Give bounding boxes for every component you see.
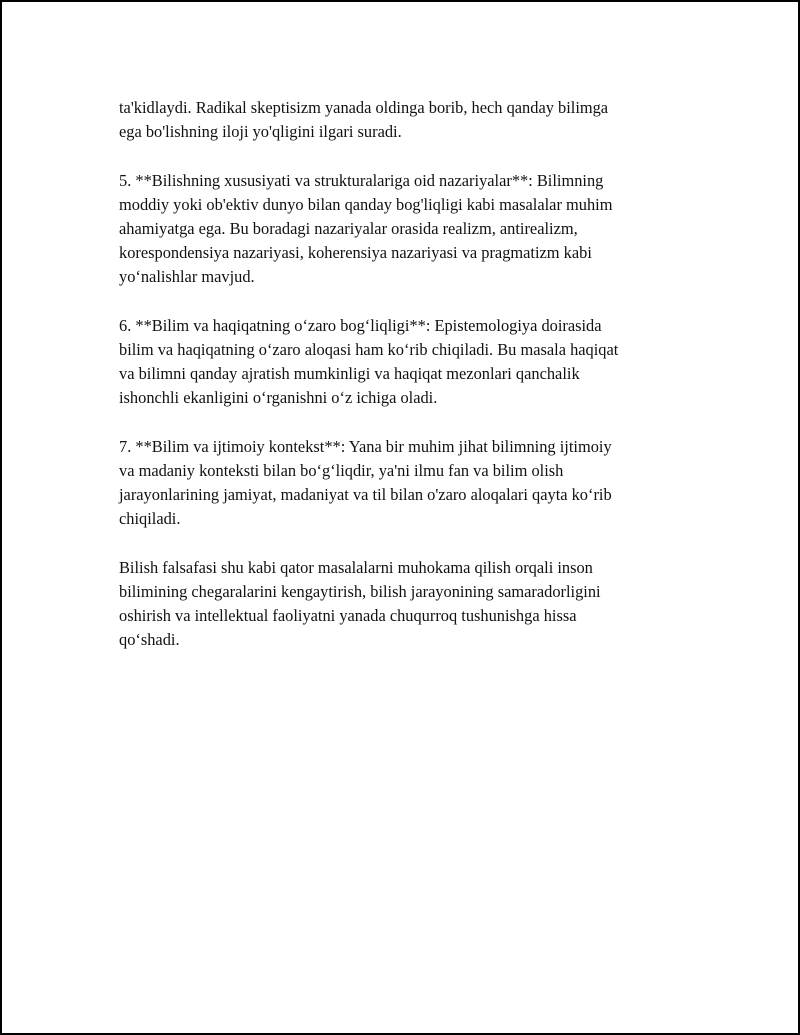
document-body	[119, 96, 689, 677]
paragraph-conclusion: Bilish falsafasi shu kabi qator masalalarni muhokama qilish orqali inson bilimining chegaralarini kengaytirish, bilish jarayonining samaradorligini oshirish va intellektual faoliyatni yanada chuqurroq tushunishga hissa qo‘shadi.	[119, 557, 601, 650]
paragraph-skepticism-continuation: ta'kidlaydi. Radikal skeptisizm yanada oldinga borib, hech qanday bilimga ega bo'lishning iloji yo'qligini ilgari suradi.	[119, 98, 609, 142]
paragraph-item-7-social-context: 7. **Bilim va ijtimoiy kontekst**: Yana bir muhim jihat bilimning ijtimoiy va madaniy konteksti bilan bo‘g‘liqdir, ya'ni ilmu fan va bilim olish jarayonlarining jamiyat, madaniyat va til bilan o'zaro aloqalari qayta ko‘rib chiqiladi.	[119, 436, 612, 529]
paragraph-item-5-knowledge-structures: 5. **Bilishning xususiyati va strukturalariga oid nazariyalar**: Bilimning moddiy yoki ob'ektiv dunyo bilan qanday bog'liqligi kabi masalalar muhim ahamiyatga ega. Bu boradagi nazariyalar orasida realizm, antirealizm, korespondensiya nazariyasi, koherensiya nazariyasi va pragmatizm kabi yo‘nalishlar mavjud.	[119, 170, 613, 287]
paragraph-item-6-knowledge-and-truth: 6. **Bilim va haqiqatning o‘zaro bog‘liqligi**: Epistemologiya doirasida bilim va haqiqatning o‘zaro aloqasi ham ko‘rib chiqiladi. Bu masala haqiqat va bilimni qanday ajratish mumkinligi va haqiqat mezonlari qanchalik ishonchli ekanligini o‘rganishni o‘z ichiga oladi.	[119, 315, 619, 408]
